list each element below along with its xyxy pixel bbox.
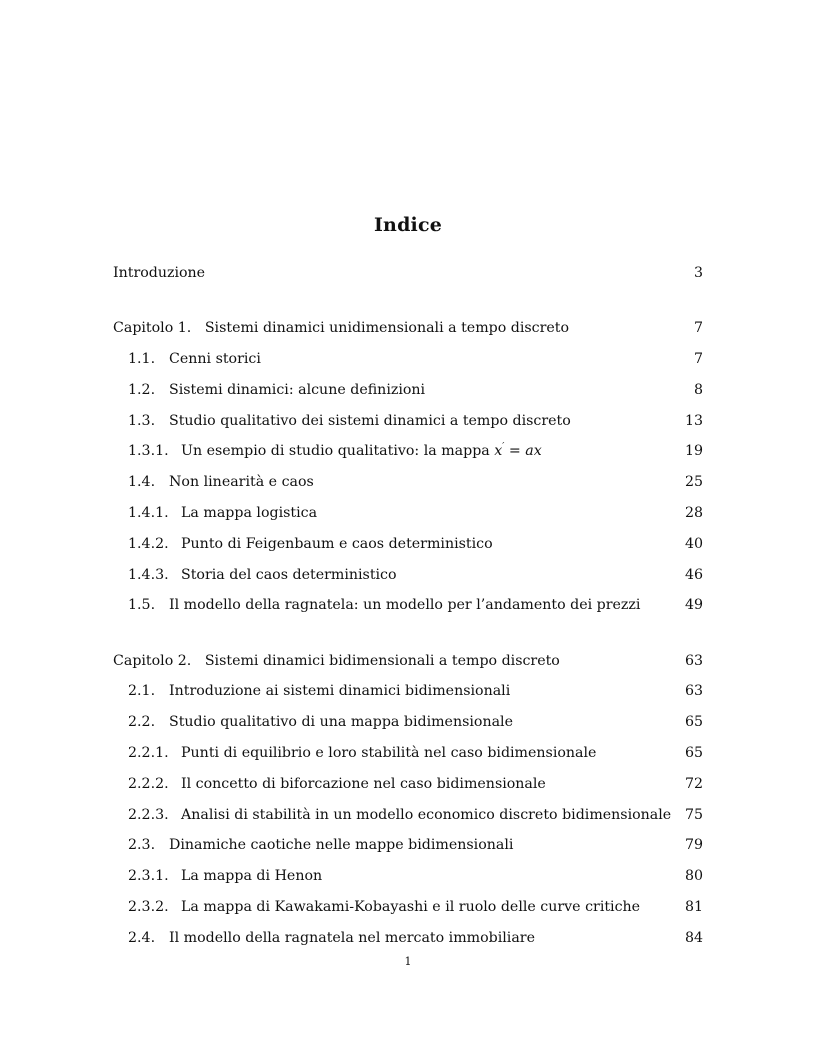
toc-entry-page: 72	[684, 776, 703, 792]
math-expression: = ax	[504, 443, 542, 459]
toc-entry-number: 1.4.2.	[128, 536, 169, 552]
toc-entry-1-4-3[interactable]	[0, 564, 816, 586]
toc-entry-number: 2.2.	[128, 714, 156, 730]
toc-entry-label: Il modello della ragnatela: un modello per l’andamento dei prezzi	[169, 597, 641, 613]
toc-entry-label: Un esempio di studio qualitativo: la mappa	[181, 443, 490, 459]
toc-entry-page: 81	[684, 899, 703, 915]
toc-entry-page: 25	[684, 474, 703, 490]
toc-entry-number: 2.2.3.	[128, 807, 169, 823]
toc-entry-label: La mappa logistica	[181, 505, 318, 521]
toc-entry-2-4[interactable]	[0, 927, 816, 949]
toc-entry-2-2-2[interactable]	[0, 773, 816, 795]
toc-entry-introduzione[interactable]	[0, 262, 816, 284]
toc-entry-label: Non linearità e caos	[169, 474, 314, 490]
page-number: 1	[404, 955, 412, 968]
toc-entry-label: Punti di equilibrio e loro stabilità nel caso bidimensionale	[181, 745, 597, 761]
toc-entry-number: 1.4.1.	[128, 505, 169, 521]
toc-entry-label: Il concetto di biforcazione nel caso bidimensionale	[181, 776, 546, 792]
toc-entry-label: La mappa di Kawakami-Kobayashi e il ruolo delle curve critiche	[181, 899, 641, 915]
toc-entry-number: 1.3.1.	[128, 443, 169, 459]
math-formula	[494, 443, 541, 459]
toc-entry-2-1[interactable]	[0, 680, 816, 702]
toc-entry-number: 2.3.2.	[128, 899, 169, 915]
toc-entry-page: 13	[684, 413, 703, 429]
toc-entry-number: 2.4.	[128, 930, 156, 946]
toc-entry-number: 2.2.2.	[128, 776, 169, 792]
toc-entry-page: 65	[684, 714, 703, 730]
toc-entry-page: 49	[684, 597, 703, 613]
toc-entry-label: Cenni storici	[169, 351, 261, 367]
math-variable: x	[494, 443, 503, 459]
toc-entry-number: 1.2.	[128, 382, 156, 398]
toc-entry-label: Capitolo 1. Sistemi dinamici unidimensionali a tempo discreto	[113, 320, 570, 336]
toc-entry-label: Analisi di stabilità in un modello economico discreto bidimensionale	[181, 807, 672, 823]
toc-entry-page: 40	[684, 536, 703, 552]
toc-entry-capitolo-1[interactable]	[0, 317, 816, 339]
toc-entry-1-3-1[interactable]	[0, 440, 816, 462]
toc-entry-label: Punto di Feigenbaum e caos deterministico	[181, 536, 493, 552]
toc-entry-label: La mappa di Henon	[181, 868, 323, 884]
toc-entry-2-3-2[interactable]	[0, 896, 816, 918]
toc-entry-1-4-2[interactable]	[0, 533, 816, 555]
toc-entry-label: Studio qualitativo di una mappa bidimensionale	[169, 714, 513, 730]
toc-entry-page: 63	[684, 683, 703, 699]
toc-entry-2-2[interactable]	[0, 711, 816, 733]
page-title: Indice	[373, 214, 443, 236]
toc-entry-label: Capitolo 2. Sistemi dinamici bidimensionali a tempo discreto	[113, 653, 560, 669]
toc-entry-label: Studio qualitativo dei sistemi dinamici a tempo discreto	[169, 413, 571, 429]
math-prime: ′	[502, 442, 505, 452]
toc-entry-label: Storia del caos deterministico	[181, 567, 397, 583]
toc-entry-label: Sistemi dinamici: alcune definizioni	[169, 382, 426, 398]
toc-entry-capitolo-2[interactable]	[0, 650, 816, 672]
toc-entry-page: 8	[693, 382, 703, 398]
toc-entry-page: 7	[693, 320, 703, 336]
toc-entry-number: 1.5.	[128, 597, 156, 613]
toc-entry-1-4[interactable]	[0, 471, 816, 493]
toc-entry-number: 1.4.	[128, 474, 156, 490]
toc-entry-page: 79	[684, 837, 703, 853]
toc-entry-1-1[interactable]	[0, 348, 816, 370]
toc-entry-page: 3	[693, 265, 703, 281]
toc-entry-number: 2.2.1.	[128, 745, 169, 761]
toc-entry-page: 63	[684, 653, 703, 669]
toc-entry-1-3[interactable]	[0, 410, 816, 432]
toc-entry-label: Dinamiche caotiche nelle mappe bidimensionali	[169, 837, 514, 853]
toc-entry-page: 19	[684, 443, 703, 459]
toc-entry-2-3-1[interactable]	[0, 865, 816, 887]
toc-entry-2-2-3[interactable]	[0, 804, 816, 826]
toc-entry-page: 65	[684, 745, 703, 761]
toc-entry-page: 46	[684, 567, 703, 583]
toc-entry-2-3[interactable]	[0, 834, 816, 856]
toc-entry-label: Il modello della ragnatela nel mercato immobiliare	[169, 930, 535, 946]
toc-entry-1-4-1[interactable]	[0, 502, 816, 524]
toc-entry-page: 84	[684, 930, 703, 946]
toc-entry-page: 28	[684, 505, 703, 521]
toc-entry-label-group	[181, 440, 542, 462]
toc-entry-number: 1.3.	[128, 413, 156, 429]
toc-entry-page: 75	[684, 807, 703, 823]
toc-entry-1-2[interactable]	[0, 379, 816, 401]
toc-entry-number: 2.3.1.	[128, 868, 169, 884]
toc-entry-label: Introduzione	[113, 265, 206, 281]
toc-entry-page: 80	[684, 868, 703, 884]
toc-entry-number: 2.1.	[128, 683, 156, 699]
toc-entry-number: 2.3.	[128, 837, 156, 853]
toc-entry-number: 1.4.3.	[128, 567, 169, 583]
toc-entry-1-5[interactable]	[0, 594, 816, 616]
toc-entry-2-2-1[interactable]	[0, 742, 816, 764]
toc-entry-number: 1.1.	[128, 351, 156, 367]
toc-entry-page: 7	[693, 351, 703, 367]
toc-entry-label: Introduzione ai sistemi dinamici bidimensionali	[169, 683, 511, 699]
